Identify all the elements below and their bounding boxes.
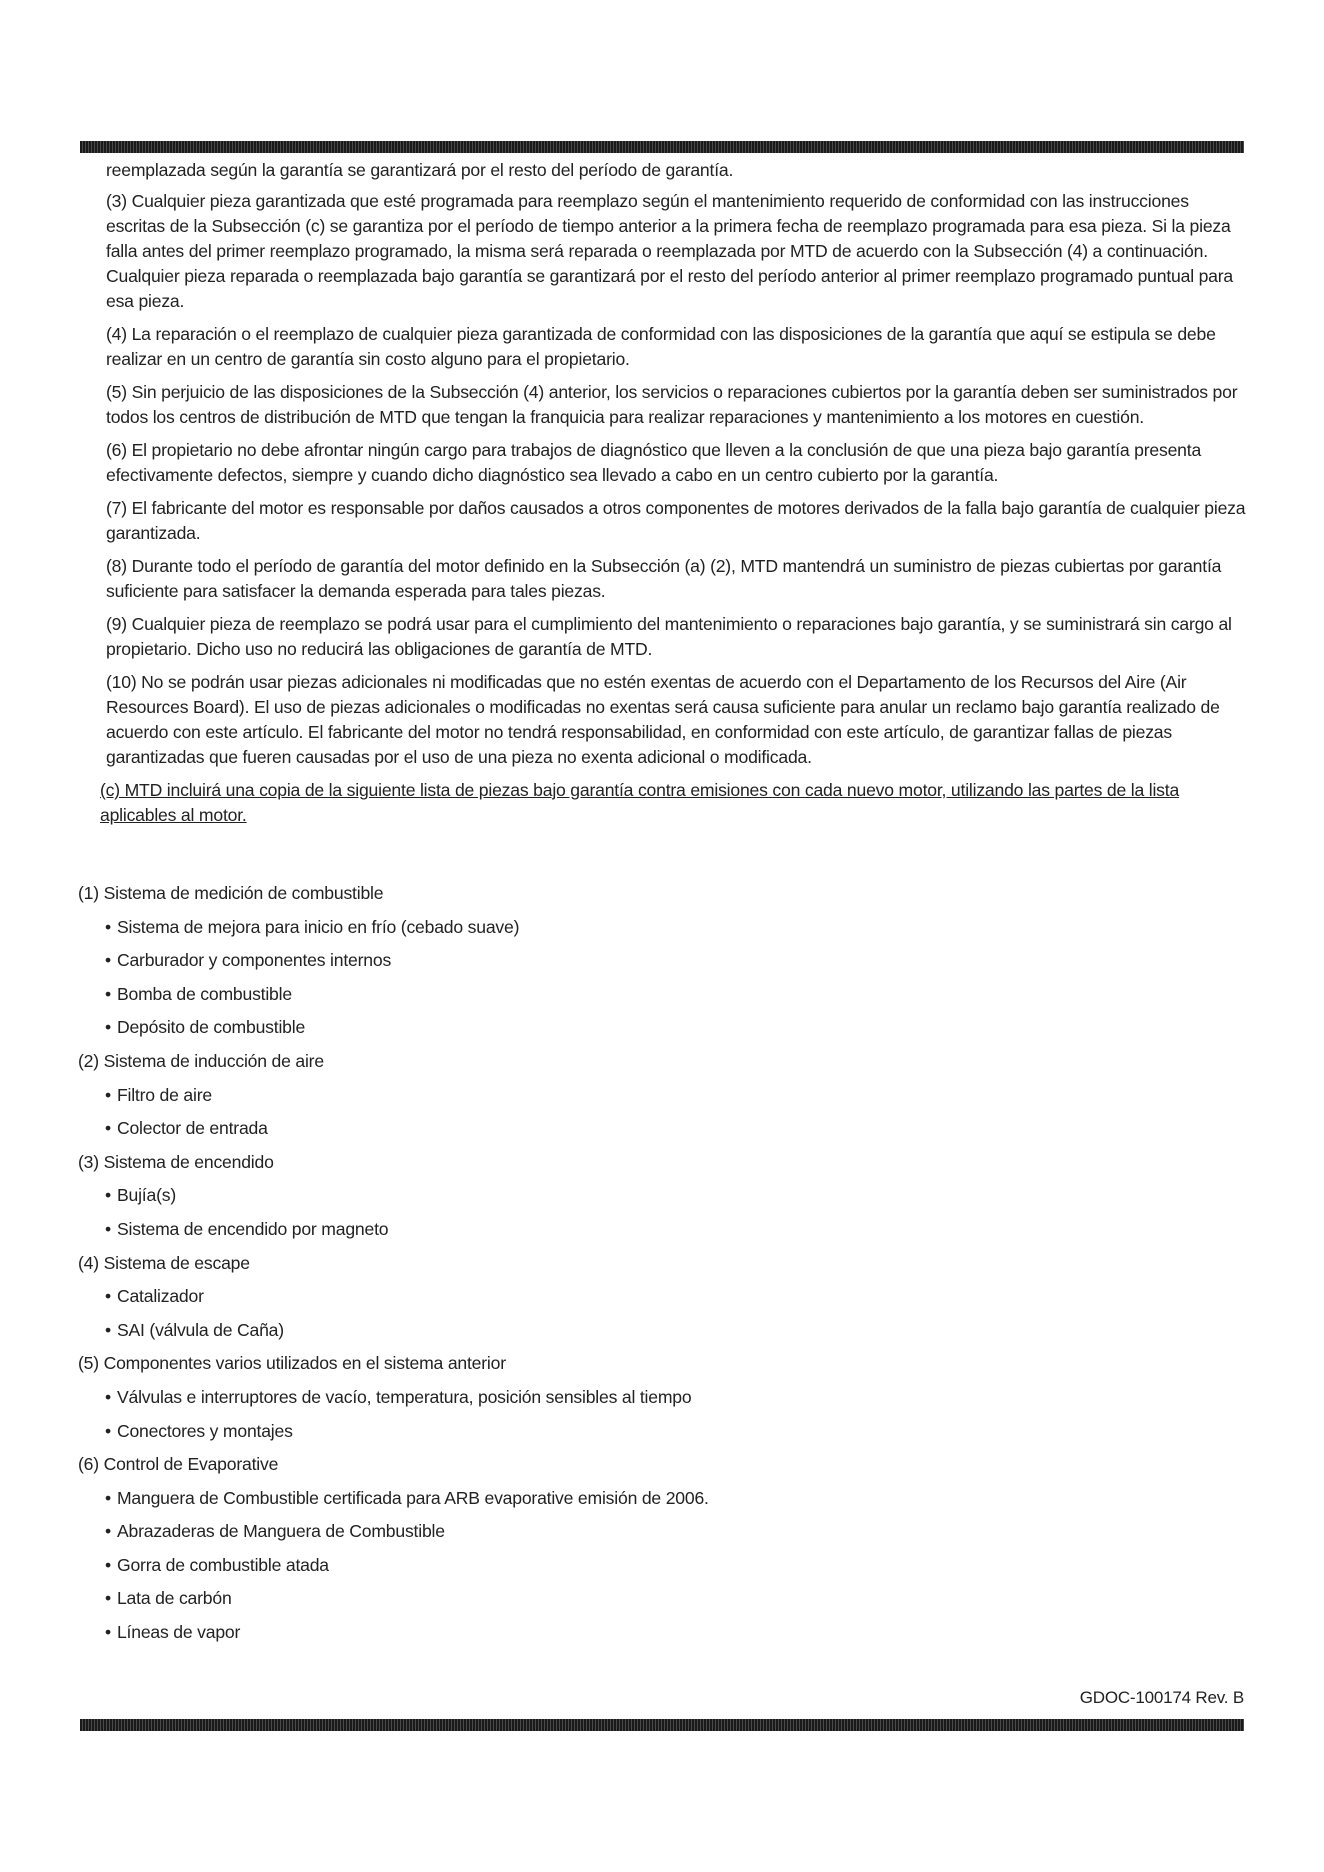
parts-list-item: • Líneas de vapor [78,1616,1238,1650]
paragraph-c-underlined: (c) MTD incluirá una copia de la siguiente lista de piezas bajo garantía contra emisiones con cada nuevo motor, utilizando las partes de la lista aplicables al motor. [100,780,1180,825]
parts-group-heading: (4) Sistema de escape [78,1252,250,1273]
parts-list-item: • Conectores y montajes [78,1415,1238,1449]
paragraph-8: (8) Durante todo el período de garantía del motor definido en la Subsección (a) (2), MTD mantendrá un suministro de piezas cubiertas por garantía suficiente para satisfacer la demanda esperada para tales piezas. [106,556,1222,601]
top-rule [80,141,1244,153]
parts-list-item: • Colector de entrada [78,1112,1238,1146]
parts-group-heading: (5) Componentes varios utilizados en el sistema anterior [78,1353,506,1374]
parts-group-heading: (1) Sistema de medición de combustible [78,883,384,903]
paragraph-4: (4) La reparación o el reemplazo de cualquier pieza garantizada de conformidad con las disposiciones de la garantía que aquí se estipula se debe realizar en un centro de garantía sin costo alguno para el propietario. [106,324,1216,369]
parts-list-item: • Abrazaderas de Manguera de Combustible [78,1515,1238,1549]
parts-list-item: • SAI (válvula de Caña) [78,1314,1238,1348]
paragraph-5: (5) Sin perjuicio de las disposiciones de la Subsección (4) anterior, los servicios o reparaciones cubiertos por la garantía deben ser suministrados por todos los centros de distribución de MTD que tengan la franquicia para realizar reparaciones y mantenimiento a los motores en cuestión. [106,382,1238,427]
parts-group-heading: (6) Control de Evaporative [78,1454,279,1475]
parts-group-heading: (3) Sistema de encendido [78,1151,274,1172]
parts-group-heading: (2) Sistema de inducción de aire [78,1050,324,1071]
document-reference: GDOC-100174 Rev. B [1079,1688,1244,1707]
paragraph-6: (6) El propietario no debe afrontar ningún cargo para trabajos de diagnóstico que lleven a la conclusión de que una pieza bajo garantía presenta efectivamente defectos, siempre y cuando dicho diagnóstico sea llevado a cabo en un centro cubierto por la garantía. [106,440,1202,485]
parts-list-item: • Válvulas e interruptores de vacío, temperatura, posición sensibles al tiempo [78,1381,1238,1415]
paragraph-3: (3) Cualquier pieza garantizada que esté programada para reemplazo según el mantenimiento requerido de conformidad con las instrucciones escritas de la Subsección (c) se garantiza por el período de tiempo anterior a la primera fecha de reemplazo programada para esa pieza. Si la pieza falla antes del primer reemplazo programado, la misma será reparada o reemplazada por MTD de acuerdo con la Subsección (4) a continuación. Cualquier pieza reparada o reemplazada bajo garantía se garantizará por el resto del período anterior al primer reemplazo programado puntual para esa pieza. [106,191,1234,311]
parts-list-item: • Lata de carbón [78,1582,1238,1616]
warranty-text [100,158,1246,836]
parts-list-item: • Gorra de combustible atada [78,1549,1238,1583]
parts-list-item: • Depósito de combustible [78,1011,1238,1045]
parts-list-item: • Filtro de aire [78,1079,1238,1113]
parts-list-item: • Sistema de mejora para inicio en frío (cebado suave) [78,911,1238,945]
paragraph-continuation: reemplazada según la garantía se garantizará por el resto del período de garantía. [106,160,734,180]
parts-list-item: • Catalizador [78,1280,1238,1314]
parts-list-item: • Sistema de encendido por magneto [78,1213,1238,1247]
paragraph-10: (10) No se podrán usar piezas adicionales ni modificadas que no estén exentas de acuerdo con el Departamento de los Recursos del Aire (Air Resources Board). El uso de piezas adicionales o modificadas no exentas será causa suficiente para anular un reclamo bajo garantía realizado de acuerdo con este artículo. El fabricante del motor no tendrá responsabilidad, en conformidad con este artículo, de garantizar fallas de piezas garantizadas que fueren causadas por el uso de una pieza no exenta adicional o modificada. [106,672,1220,767]
parts-list-item: • Bomba de combustible [78,978,1238,1012]
parts-list-item: • Carburador y componentes internos [78,944,1238,978]
bottom-rule [80,1719,1244,1731]
parts-list-item: • Manguera de Combustible certificada para ARB evaporative emisión de 2006. [78,1482,1238,1516]
emission-parts-list [78,877,1238,1650]
parts-list-item: • Bujía(s) [78,1179,1238,1213]
paragraph-7: (7) El fabricante del motor es responsable por daños causados a otros componentes de motores derivados de la falla bajo garantía de cualquier pieza garantizada. [106,498,1246,543]
paragraph-9: (9) Cualquier pieza de reemplazo se podrá usar para el cumplimiento del mantenimiento o reparaciones bajo garantía, y se suministrará sin cargo al propietario. Dicho uso no reducirá las obligaciones de garantía de MTD. [106,614,1232,659]
